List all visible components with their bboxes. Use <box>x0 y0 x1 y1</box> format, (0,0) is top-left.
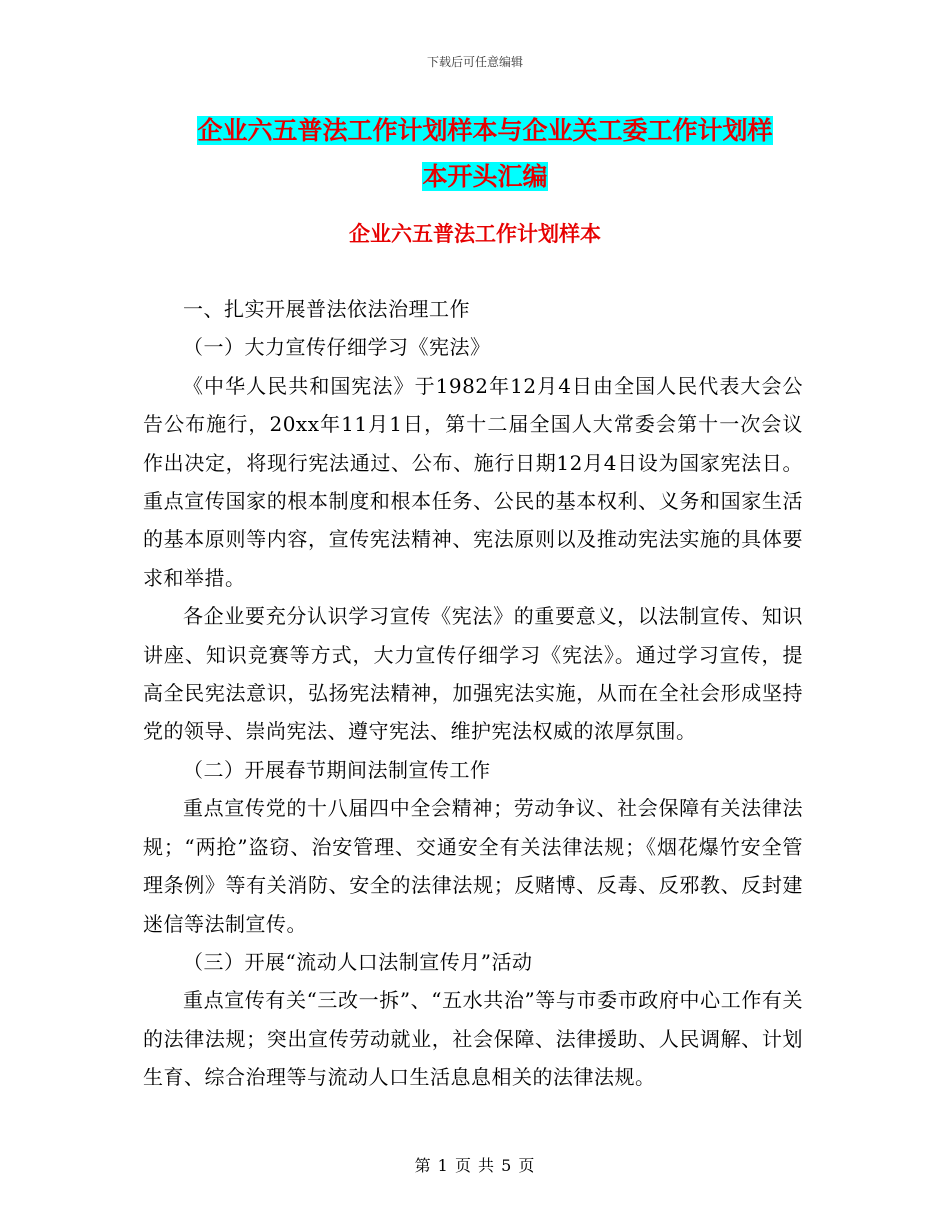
subheading-2: （二）开展春节期间法制宣传工作 <box>183 757 491 782</box>
paragraph-4: 重点宣传有关“三改一拆”、“五水共治”等与市委市政府中心工作有关的法律法规；突出宣传劳动就业，社会保障、法律援助、人民调解、计划生育、综合治理等与流动人口生活息息相关的法律法规。 <box>143 988 803 1090</box>
title-line-1: 企业六五普法工作计划样本与企业关工委工作计划样 <box>197 116 773 145</box>
document-body <box>143 290 803 1097</box>
page-footer: 第 1 页 共 5 页 <box>414 1156 536 1175</box>
header-note: 下载后可任意编辑 <box>426 55 523 69</box>
paragraph-2: 各企业要充分认识学习宣传《宪法》的重要意义，以法制宣传、知识讲座、知识竞赛等方式，大力宣传仔细学习《宪法》。通过学习宣传，提高全民宪法意识，弘扬宪法精神，加强宪法实施，从而在全社会形成坚持党的领导、崇尚宪法、遵守宪法、维护宪法权威的浓厚氛围。 <box>143 604 803 744</box>
subheading-3: （三）开展“流动人口法制宣传月”活动 <box>183 949 533 974</box>
document-title <box>140 108 830 200</box>
subheading-1: （一）大力宣传仔细学习《宪法》 <box>183 335 491 360</box>
paragraph-3: 重点宣传党的十八届四中全会精神；劳动争议、社会保障有关法律法规；“两抢”盗窃、治安管理、交通安全有关法律法规；《烟花爆竹安全管理条例》等有关消防、安全的法律法规；反赌博、反毒、反邪教、反封建迷信等法制宣传。 <box>143 796 803 936</box>
paragraph-1: 《中华人民共和国宪法》于1982年12月4日由全国人民代表大会公告公布施行，20xx年11月1日，第十二届全国人大常委会第十一次会议作出决定，将现行宪法通过、公布、施行日期12月4日设为国家宪法日。重点宣传国家的根本制度和根本任务、公民的基本权利、义务和国家生活的基本原则等内容，宣传宪法精神、宪法原则以及推动宪法实施的具体要求和举措。 <box>143 373 803 590</box>
title-line-2: 本开头汇编 <box>422 162 548 191</box>
section-title: 企业六五普法工作计划样本 <box>349 222 601 246</box>
heading-level-1: 一、扎实开展普法依法治理工作 <box>183 297 470 321</box>
